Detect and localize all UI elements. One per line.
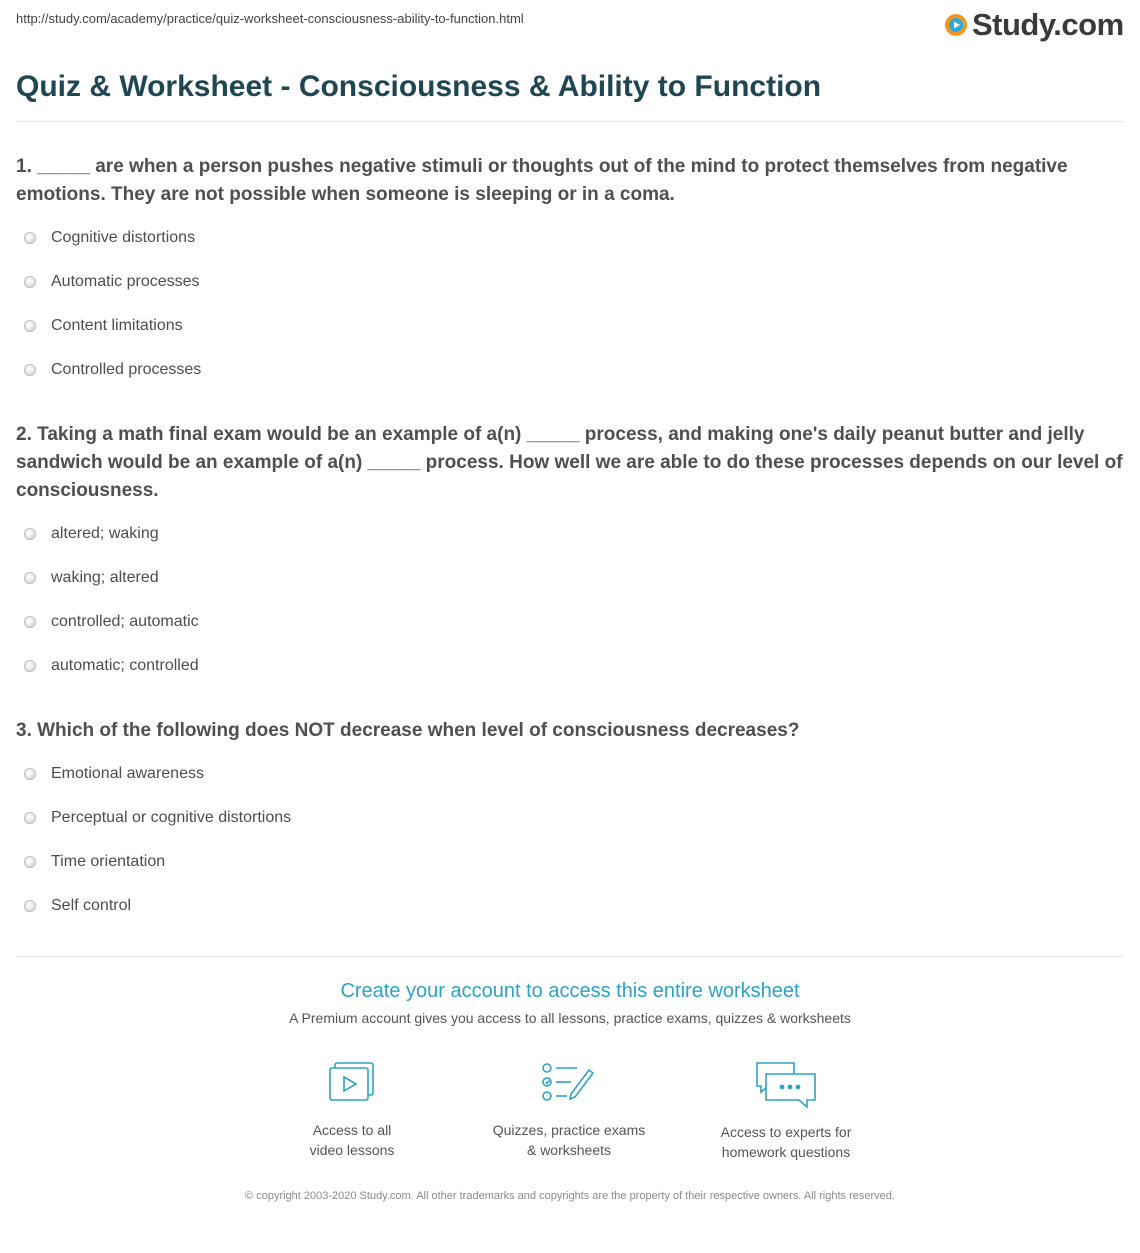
cta-subtitle: A Premium account gives you access to all lessons, practice exams, quizzes & worksheets bbox=[289, 1010, 851, 1026]
radio-button[interactable] bbox=[24, 232, 36, 244]
answer-label: Emotional awareness bbox=[51, 765, 204, 782]
quiz-checklist-icon bbox=[541, 1060, 597, 1108]
cta-divider bbox=[16, 956, 1124, 957]
answer-label: Controlled processes bbox=[51, 361, 202, 378]
page-url: http://study.com/academy/practice/quiz-worksheet-consciousness-ability-to-function.html bbox=[16, 11, 524, 26]
answer-option[interactable] bbox=[16, 851, 291, 895]
radio-button[interactable] bbox=[24, 900, 36, 912]
radio-button[interactable] bbox=[24, 572, 36, 584]
answer-option[interactable] bbox=[16, 359, 201, 403]
radio-button[interactable] bbox=[24, 856, 36, 868]
answer-list-3 bbox=[16, 763, 291, 939]
answer-option[interactable] bbox=[16, 763, 291, 807]
title-divider bbox=[16, 121, 1124, 122]
radio-button[interactable] bbox=[24, 768, 36, 780]
feature-label: Quizzes, practice exams & worksheets bbox=[492, 1122, 646, 1158]
answer-list-2 bbox=[16, 523, 199, 699]
feature-video-lessons bbox=[257, 1060, 447, 1160]
create-account-link[interactable]: Create your account to access this entire worksheet bbox=[340, 980, 800, 1002]
answer-label: Automatic processes bbox=[51, 273, 200, 290]
radio-button[interactable] bbox=[24, 616, 36, 628]
radio-button[interactable] bbox=[24, 660, 36, 672]
page-title: Quiz & Worksheet - Consciousness & Ability to Function bbox=[16, 70, 822, 103]
feature-label: Access to experts for homework questions bbox=[720, 1124, 852, 1160]
question-1: 1. _____ are when a person pushes negative stimuli or thoughts out of the mind to protect themselves from negative emotions. They are not possible when someone is sleeping or in a coma. bbox=[16, 156, 1068, 205]
answer-label: Time orientation bbox=[51, 853, 166, 870]
answer-label: controlled; automatic bbox=[51, 613, 199, 630]
radio-button[interactable] bbox=[24, 364, 36, 376]
logo-text: Study.com bbox=[972, 7, 1124, 42]
answer-option[interactable] bbox=[16, 611, 199, 655]
question-3: 3. Which of the following does NOT decrease when level of consciousness decreases? bbox=[16, 720, 800, 741]
copyright-notice: © copyright 2003-2020 Study.com. All other trademarks and copyrights are the property of their respective owners. All rights reserved. bbox=[245, 1190, 895, 1202]
answer-option[interactable] bbox=[16, 271, 201, 315]
answer-option[interactable] bbox=[16, 895, 291, 939]
play-logo-icon bbox=[944, 13, 968, 37]
radio-button[interactable] bbox=[24, 812, 36, 824]
answer-label: Cognitive distortions bbox=[51, 229, 196, 246]
answer-option[interactable] bbox=[16, 567, 199, 611]
top-bar bbox=[0, 0, 1140, 56]
answer-label: waking; altered bbox=[51, 569, 159, 586]
answer-option[interactable] bbox=[16, 523, 199, 567]
feature-quizzes bbox=[474, 1060, 664, 1160]
study-logo[interactable] bbox=[944, 6, 1124, 44]
answer-label: Content limitations bbox=[51, 317, 183, 334]
radio-button[interactable] bbox=[24, 320, 36, 332]
answer-list-1 bbox=[16, 227, 201, 403]
answer-option[interactable] bbox=[16, 655, 199, 699]
answer-label: altered; waking bbox=[51, 525, 159, 542]
answer-option[interactable] bbox=[16, 227, 201, 271]
answer-label: Perceptual or cognitive distortions bbox=[51, 809, 292, 826]
question-2: 2. Taking a math final exam would be an example of a(n) _____ process, and making one's daily peanut butter and jelly sandwich would be an example of a(n) _____ process. How well we are able to do these processes depends on our level of consciousness. bbox=[16, 424, 1123, 501]
video-lessons-icon bbox=[325, 1060, 379, 1108]
feature-label: Access to all video lessons bbox=[309, 1122, 395, 1158]
answer-option[interactable] bbox=[16, 315, 201, 359]
answer-label: automatic; controlled bbox=[51, 657, 199, 674]
answer-label: Self control bbox=[51, 897, 132, 914]
radio-button[interactable] bbox=[24, 276, 36, 288]
chat-bubbles-icon bbox=[754, 1060, 818, 1110]
feature-experts bbox=[691, 1060, 881, 1162]
radio-button[interactable] bbox=[24, 528, 36, 540]
answer-option[interactable] bbox=[16, 807, 291, 851]
